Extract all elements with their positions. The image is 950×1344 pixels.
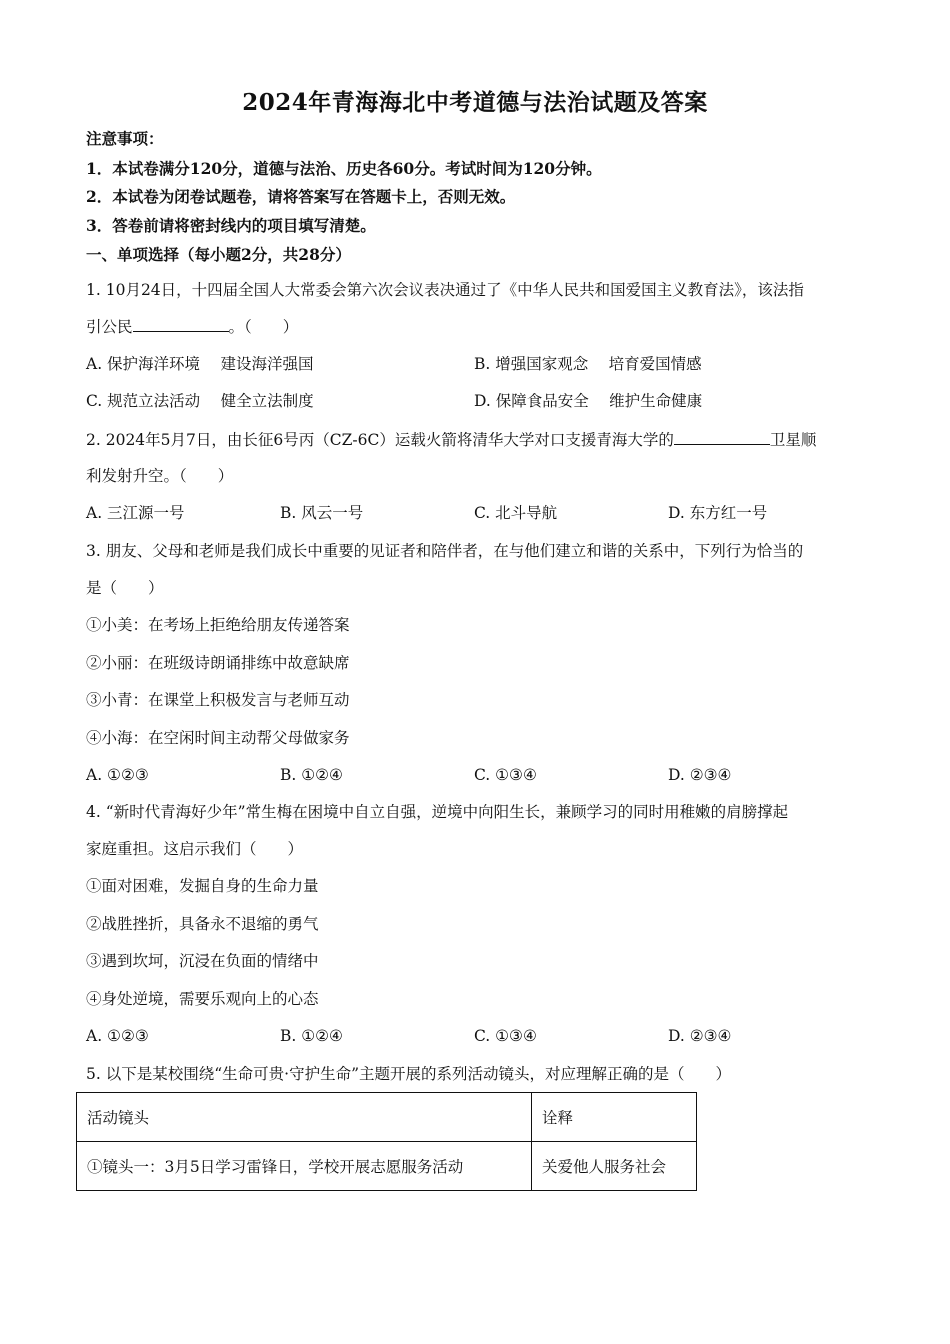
q1-option-c: C. 规范立法活动 健全立法制度 (86, 392, 314, 410)
notice-heading: 注意事项： (86, 129, 164, 148)
answer-blank (133, 317, 229, 332)
page-title: 2024年青海海北中考道德与法治试题及答案 (242, 89, 708, 116)
question-2-text (86, 430, 816, 450)
q1-option-a: A. 保护海洋环境 建设海洋强国 (86, 355, 314, 373)
question-2-prefix: 2. 2024年5月7日，由长征6号丙（CZ-6C）运载火箭将清华大学对口支援青海大学的 (86, 431, 674, 449)
question-1-text-cont (86, 317, 298, 337)
q2-option-c: C. 北斗导航 (474, 504, 558, 522)
q4-statement-2: ②战胜挫折，具备永不退缩的勇气 (86, 915, 319, 933)
q2-option-d: D. 东方红一号 (668, 504, 768, 522)
q3-option-c: C. ①③④ (474, 766, 537, 784)
q1-option-b: B. 增强国家观念 培育爱国情感 (474, 355, 702, 373)
q4-option-a: A. ①②③ (86, 1027, 149, 1045)
q2-option-a: A. 三江源一号 (86, 504, 185, 522)
question-5-text: 5. 以下是某校围绕“生命可贵·守护生命”主题开展的系列活动镜头，对应理解正确的是（ ） (86, 1065, 731, 1083)
q3-option-a: A. ①②③ (86, 766, 149, 784)
question-4-text-cont: 家庭重担。这启示我们（ ） (86, 840, 304, 858)
question-4-text: 4. “新时代青海好少年”常生梅在困境中自立自强，逆境中向阳生长，兼顾学习的同时用稚嫩的肩膀撑起 (86, 803, 789, 821)
q2-option-b: B. 风云一号 (280, 504, 364, 522)
question-1-prefix: 引公民 (86, 318, 133, 336)
table-row (77, 1142, 697, 1191)
notice-item-2: 2．本试卷为闭卷试题卷，请将答案写在答题卡上，否则无效。 (86, 187, 516, 206)
q3-statement-3: ③小青：在课堂上积极发言与老师互动 (86, 691, 350, 709)
question-1-suffix: 。（ ） (228, 318, 299, 336)
q4-option-c: C. ①③④ (474, 1027, 537, 1045)
q3-option-d: D. ②③④ (668, 766, 732, 784)
q3-option-b: B. ①②④ (280, 766, 343, 784)
table-header-row (77, 1093, 697, 1142)
table-header-cell: 活动镜头 (77, 1093, 532, 1142)
notice-item-3: 3．答卷前请将密封线内的项目填写清楚。 (86, 216, 376, 235)
question-2-suffix: 卫星顺 (769, 431, 817, 449)
table-header-cell: 诠释 (532, 1093, 697, 1142)
q3-statement-2: ②小丽：在班级诗朗诵排练中故意缺席 (86, 654, 350, 672)
q3-statement-1: ①小美：在考场上拒绝给朋友传递答案 (86, 616, 350, 634)
question-3-text: 3. 朋友、父母和老师是我们成长中重要的见证者和陪伴者，在与他们建立和谐的关系中，下列行为恰当的 (86, 542, 804, 560)
question-3-text-cont: 是（ ） (86, 579, 164, 597)
notice-item-1: 1．本试卷满分120分，道德与法治、历史各60分。考试时间为120分钟。 (86, 159, 602, 178)
q4-statement-1: ①面对困难，发掘自身的生命力量 (86, 877, 319, 895)
q4-statement-4: ④身处逆境，需要乐观向上的心态 (86, 990, 319, 1008)
section-heading: 一、单项选择（每小题2分，共28分） (86, 245, 351, 264)
answer-blank (674, 430, 770, 445)
question-2-text-cont: 利发射升空。（ ） (86, 467, 234, 485)
table-cell: ①镜头一：3月5日学习雷锋日，学校开展志愿服务活动 (77, 1142, 532, 1191)
table-cell: 关爱他人服务社会 (532, 1142, 697, 1191)
question-1-text: 1. 10月24日，十四届全国人大常委会第六次会议表决通过了《中华人民共和国爱国主义教育法》，该法指 (86, 281, 804, 299)
q4-option-d: D. ②③④ (668, 1027, 732, 1045)
q4-option-b: B. ①②④ (280, 1027, 343, 1045)
q4-statement-3: ③遇到坎坷，沉浸在负面的情绪中 (86, 952, 319, 970)
q3-statement-4: ④小海：在空闲时间主动帮父母做家务 (86, 729, 350, 747)
q1-option-d: D. 保障食品安全 维护生命健康 (474, 392, 703, 410)
activity-table (76, 1092, 697, 1191)
